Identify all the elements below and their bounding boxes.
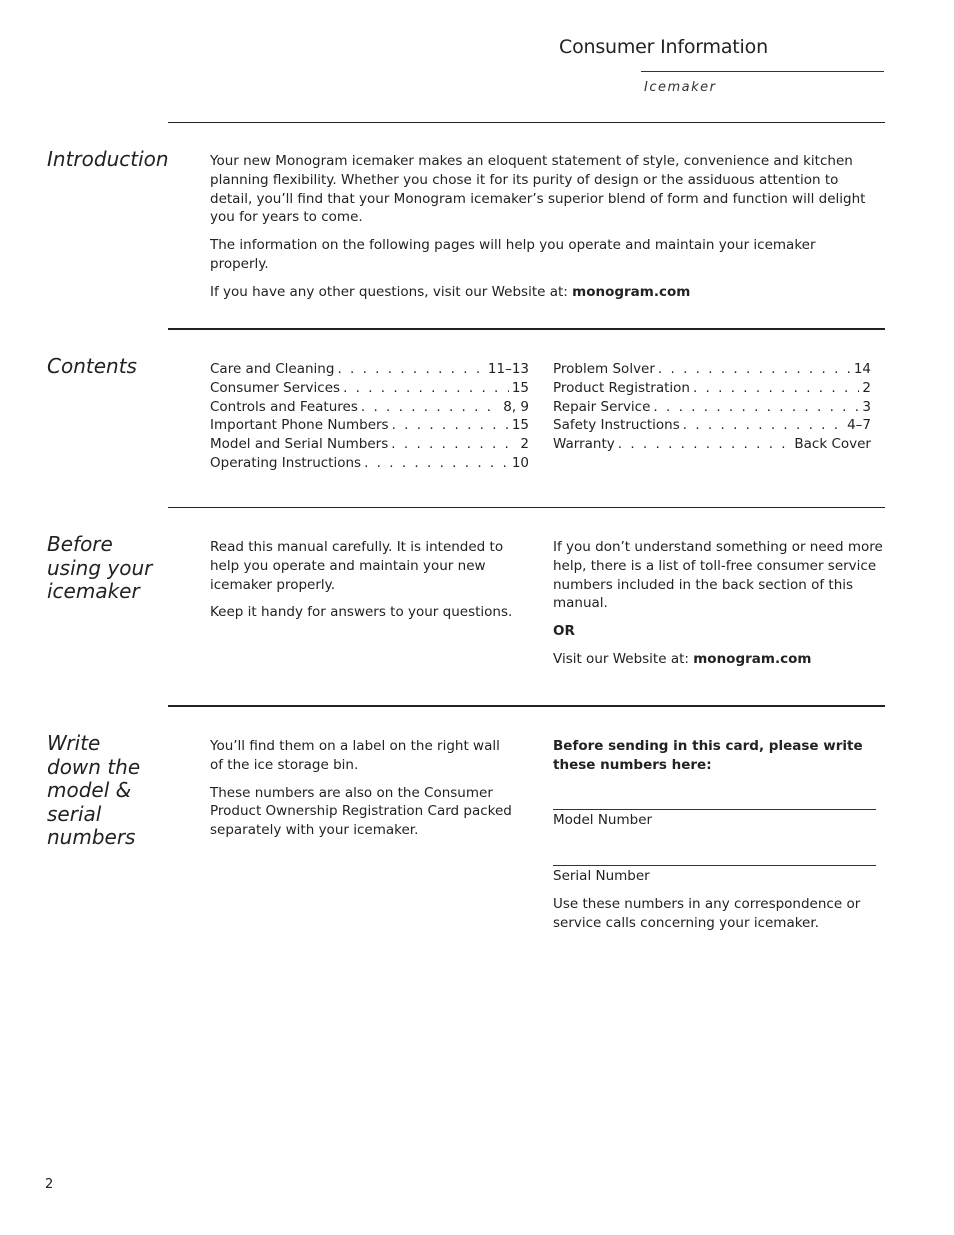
- toc-label: Warranty: [553, 436, 615, 453]
- introduction-website-line: [210, 283, 870, 302]
- heading-line: numbers: [47, 825, 136, 849]
- before-using-paragraph: If you don’t understand something or need more help, there is a list of toll-free consumer service numbers included in the back section of this manual.: [553, 539, 883, 612]
- toc-entry[interactable]: [553, 379, 871, 398]
- toc-page: 15: [511, 379, 529, 396]
- before-using-right: [553, 538, 883, 669]
- introduction-heading: Introduction: [47, 147, 169, 171]
- toc-page: 4–7: [847, 417, 871, 434]
- toc-label: Model and Serial Numbers: [210, 436, 389, 453]
- page-number: 2: [45, 1177, 54, 1192]
- serial-number-label: Serial Number: [553, 868, 650, 885]
- toc-entry[interactable]: [553, 360, 871, 379]
- toc-entry[interactable]: [553, 435, 871, 454]
- introduction-paragraph: The information on the following pages will help you operate and maintain your icemaker properly.: [210, 237, 816, 272]
- before-using-paragraph: Keep it handy for answers to your questions.: [210, 604, 513, 621]
- toc-label: Safety Instructions: [553, 417, 680, 434]
- introduction-body: [210, 152, 870, 302]
- toc-page: 2: [862, 379, 871, 396]
- page-subtitle: Icemaker: [644, 80, 717, 95]
- toc-page: 10: [511, 454, 529, 471]
- toc-entry[interactable]: [210, 454, 529, 473]
- website-prompt: Visit our Website at:: [553, 650, 694, 667]
- toc-page: 2: [520, 436, 529, 453]
- toc-leader: [693, 379, 859, 398]
- toc-leader: [364, 454, 509, 473]
- website-prompt: If you have any other questions, visit our Website at:: [210, 283, 573, 300]
- toc-entry[interactable]: [553, 416, 871, 435]
- toc-page: Back Cover: [794, 436, 871, 453]
- toc-label: Controls and Features: [210, 398, 358, 415]
- toc-leader: [683, 416, 844, 435]
- introduction-paragraph: Your new Monogram icemaker makes an eloquent statement of style, convenience and kitchen planning flexibility. Whether you chose it for its purity of design or the assiduous attention to detail, you’ll find that your Monogram icemaker’s superior blend of form and function will delight you for years to come.: [210, 153, 866, 226]
- serial-number-line[interactable]: [553, 865, 876, 866]
- heading-line: icemaker: [47, 579, 140, 603]
- toc-label: Repair Service: [553, 398, 651, 415]
- toc-leader: [343, 379, 509, 398]
- section-divider: [168, 328, 885, 330]
- toc-leader: [653, 398, 859, 417]
- toc-entry[interactable]: [210, 398, 529, 417]
- heading-line: Write: [47, 731, 101, 755]
- heading-line: model &: [47, 778, 132, 802]
- toc-page: 15: [511, 417, 529, 434]
- model-number-label: Model Number: [553, 811, 653, 828]
- toc-page: 11–13: [487, 361, 529, 377]
- toc-page: 8, 9: [503, 398, 529, 415]
- write-down-instructions: Before sending in this card, please write these numbers here:: [553, 738, 863, 773]
- heading-line: Before: [47, 532, 113, 556]
- page-title: Consumer Information: [559, 36, 768, 58]
- toc-leader: [337, 360, 484, 379]
- write-down-paragraph: You’ll find them on a label on the right wall of the ice storage bin.: [210, 738, 500, 773]
- contents-heading: Contents: [47, 354, 137, 378]
- heading-line: using your: [47, 555, 153, 580]
- or-separator: OR: [553, 623, 575, 640]
- before-using-left: [210, 538, 535, 622]
- toc-entry[interactable]: [210, 379, 529, 398]
- before-using-website-line: [553, 650, 883, 669]
- before-using-heading: [47, 533, 177, 604]
- header-divider: [641, 71, 884, 72]
- write-down-paragraph: Use these numbers in any correspondence or service calls concerning your icemaker.: [553, 896, 861, 931]
- section-divider: [168, 705, 885, 707]
- section-divider: [168, 122, 885, 123]
- toc-entry[interactable]: [553, 398, 871, 417]
- write-down-right: [553, 737, 883, 933]
- toc-leader: [391, 435, 517, 454]
- website-link[interactable]: monogram.com: [693, 650, 812, 667]
- heading-line: down the: [47, 754, 141, 779]
- toc-page: 3: [862, 398, 871, 415]
- model-number-line[interactable]: [553, 809, 876, 810]
- toc-entry[interactable]: [210, 416, 529, 435]
- toc-page: 14: [853, 361, 871, 377]
- write-down-heading: [47, 732, 177, 850]
- contents-list-right: [553, 360, 871, 454]
- toc-leader: [361, 398, 500, 417]
- toc-leader: [392, 416, 509, 435]
- toc-label: Care and Cleaning: [210, 361, 335, 377]
- toc-label: Consumer Services: [210, 379, 341, 396]
- toc-entry[interactable]: [210, 360, 529, 379]
- toc-label: Product Registration: [553, 379, 690, 396]
- before-using-paragraph: Read this manual carefully. It is intended to help you operate and maintain your new icemaker properly.: [210, 539, 504, 593]
- toc-entry[interactable]: [210, 435, 529, 454]
- toc-label: Problem Solver: [553, 361, 655, 377]
- toc-label: Important Phone Numbers: [210, 417, 389, 434]
- heading-line: serial: [47, 801, 102, 826]
- section-divider: [168, 507, 885, 508]
- contents-list-left: [210, 360, 529, 473]
- write-down-paragraph: These numbers are also on the Consumer Product Ownership Registration Card packed separately with your icemaker.: [210, 784, 512, 839]
- toc-leader: [658, 360, 851, 379]
- write-down-left: [210, 737, 515, 840]
- website-link[interactable]: monogram.com: [572, 283, 691, 300]
- toc-leader: [618, 435, 792, 454]
- toc-label: Operating Instructions: [210, 454, 362, 471]
